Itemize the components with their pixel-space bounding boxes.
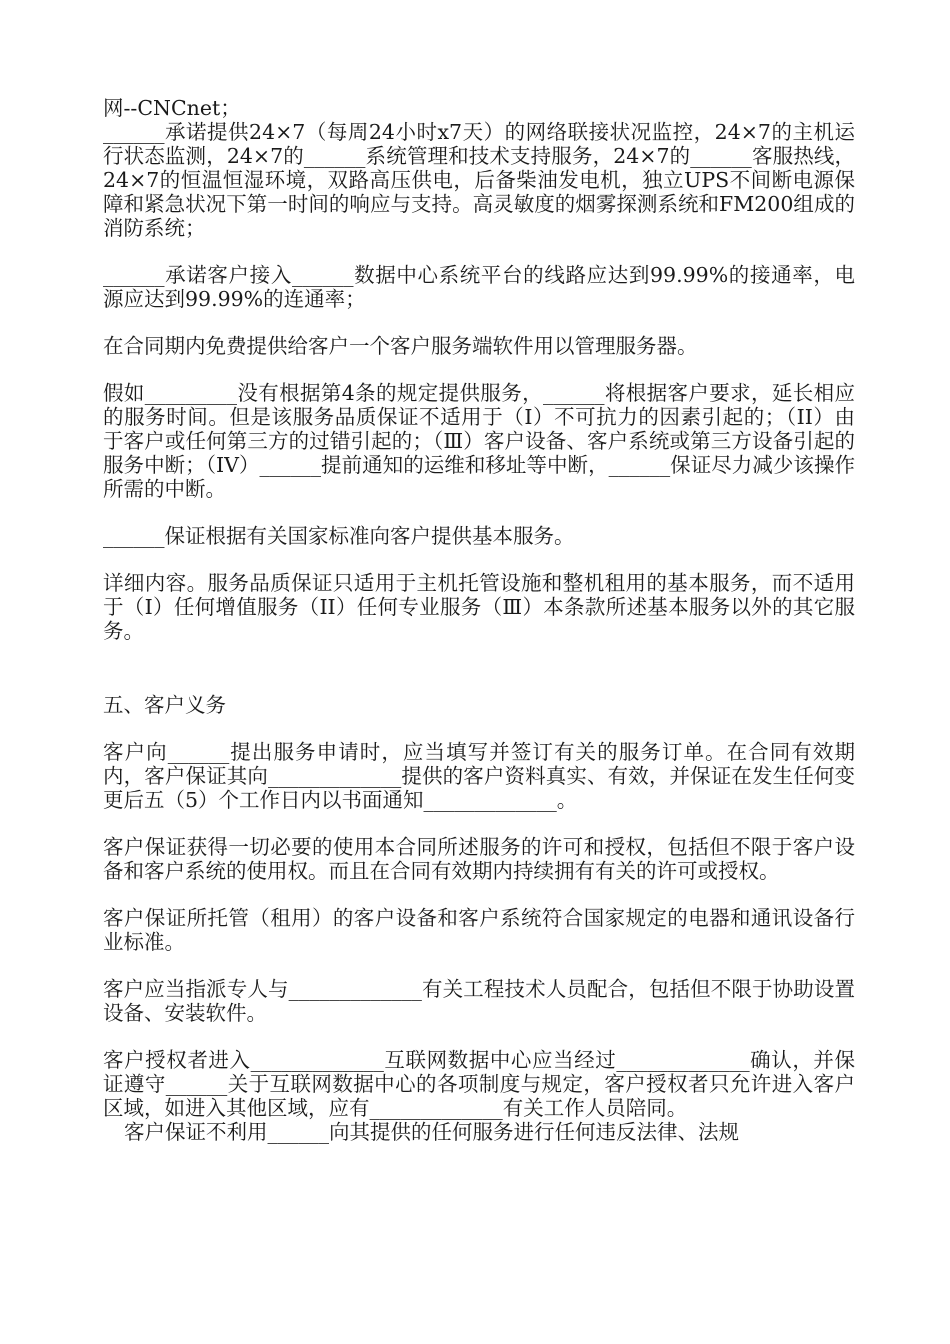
paragraph-licenses: 客户保证获得一切必要的使用本合同所述服务的许可和授权，包括但不限于客户设备和客户系统的使用权。而且在合同有效期内持续拥有有关的许可或授权。 [103, 835, 855, 883]
paragraph-no-illegal-use: 客户保证不利用______向其提供的任何服务进行任何违反法律、法规 [124, 1120, 739, 1144]
paragraph-national-standards: ______保证根据有关国家标准向客户提供基本服务。 [103, 524, 575, 548]
paragraph-equipment-standards: 客户保证所托管（租用）的客户设备和客户系统符合国家规定的电器和通讯设备行业标准。 [103, 906, 855, 954]
paragraph-quality-scope: 详细内容。服务品质保证只适用于主机托管设施和整机租用的基本服务，而不适用于（I）任何增值服务（II）任何专业服务（Ⅲ）本条款所述基本服务以外的其它服务。 [103, 571, 855, 643]
paragraph-service-extension: 假如_________没有根据第4条的规定提供服务，______将根据客户要求，延长相应的服务时间。但是该服务品质保证不适用于（I）不可抗力的因素引起的；（II）由于客户或任何第三方的过错引起的；（Ⅲ）客户设备、客户系统或第三方设备引起的服务中断；（IV）______提前通知的运维和移址等中断，______保证尽力减少该操作所需的中断。 [103, 381, 855, 501]
paragraph-connectivity-rate: ______承诺客户接入______数据中心系统平台的线路应达到99.99%的接通率，电源应达到99.99%的连通率； [103, 263, 855, 311]
paragraph-network-name: 网--CNCnet； [103, 96, 241, 120]
paragraph-service-application: 客户向______提出服务申请时，应当填写并签订有关的服务订单。在合同有效期内，客户保证其向_____________提供的客户资料真实、有效，并保证在发生任何变更后五（5）个工作日内以书面通知_____________。 [103, 740, 855, 812]
paragraph-free-software: 在合同期内免费提供给客户一个客户服务端软件用以管理服务器。 [103, 334, 698, 358]
section-heading-customer-obligations: 五、客户义务 [103, 693, 226, 717]
paragraph-access-authorization: 客户授权者进入_____________互联网数据中心应当经过_____________确认，并保证遵守______关于互联网数据中心的各项制度与规定，客户授权者只允许进入客户区域，如进入其他区域，应有_____________有关工作人员陪同。 [103, 1048, 855, 1120]
paragraph-monitoring-commitment: ______承诺提供24×7（每周24小时x7天）的网络联接状况监控，24×7的主机运行状态监测，24×7的______系统管理和技术支持服务，24×7的______客服热线，24×7的恒温恒湿环境，双路高压供电，后备柴油发电机，独立UPS不间断电源保障和紧急状况下第一时间的响应与支持。高灵敏度的烟雾探测系统和FM200组成的消防系统； [103, 120, 855, 240]
document-page [103, 96, 855, 1144]
paragraph-assign-personnel: 客户应当指派专人与_____________有关工程技术人员配合，包括但不限于协助设置设备、安装软件。 [103, 977, 855, 1025]
